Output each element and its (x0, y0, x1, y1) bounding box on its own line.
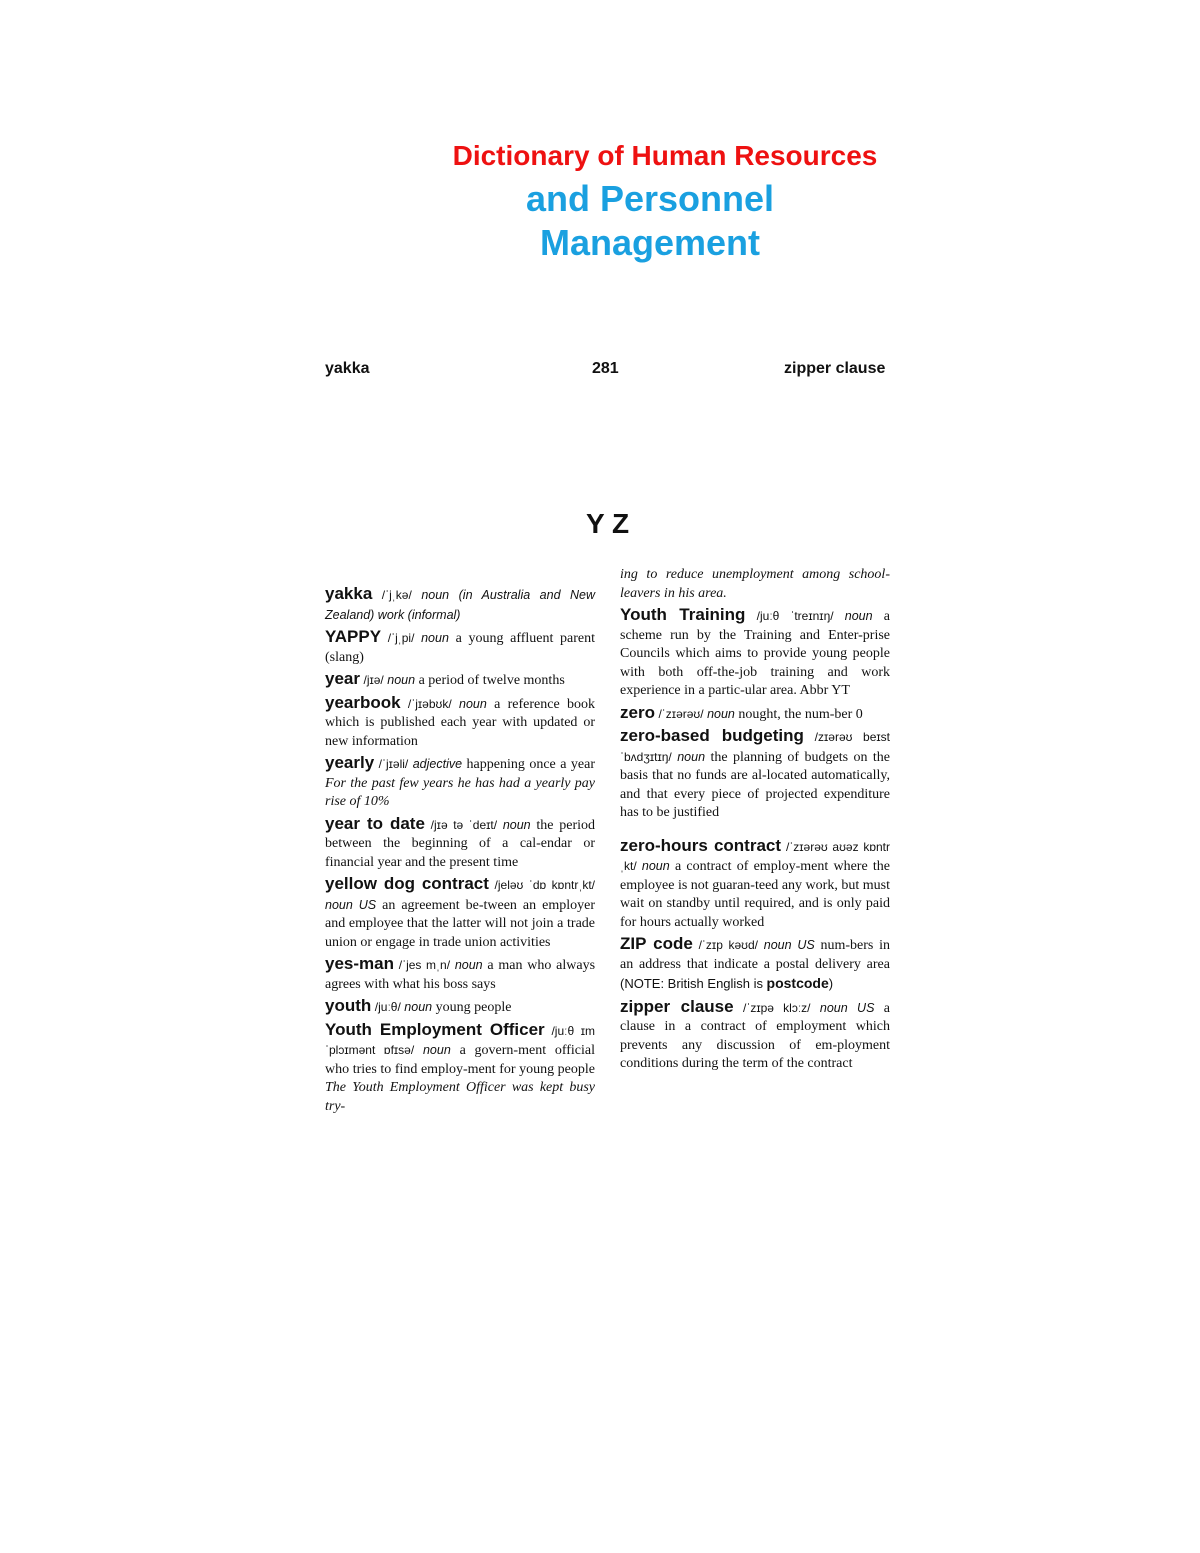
pronunciation: /juːθ ˈtreɪnɪŋ/ (756, 609, 834, 623)
headword: yearbook (325, 692, 401, 712)
example-sentence: The Youth Employment Officer was kept busy try- (325, 1080, 595, 1114)
definition: the period between the beginning of a cal-endar or financial year and the present time (325, 817, 596, 870)
pronunciation: /ˈjˌpi/ (387, 631, 415, 645)
part-of-speech: noun (387, 673, 416, 687)
definition: a scheme run by the Training and Enter-prise Councils which aims to provide young people with both off-the-job training and work experience in a partic-ular area. Abbr YT (620, 609, 891, 698)
part-of-speech: noun (502, 817, 531, 832)
entry-zip-code (620, 935, 890, 995)
definition: a govern-ment official who tries to find employ-ment for young people (325, 1043, 596, 1077)
headword: zero (620, 702, 655, 722)
entry-year (325, 670, 595, 691)
headword: zero-hours contract (620, 835, 782, 855)
definition: a period of twelve months (418, 673, 565, 688)
page-number: 281 (592, 360, 619, 377)
pronunciation: /juːθ ɪmˈplɔɪmənt ɒfɪsə/ (325, 1023, 595, 1057)
pronunciation: /ˈjɪəbʊk/ (407, 696, 452, 711)
headword: year to date (325, 813, 425, 833)
part-of-speech: noun (454, 958, 483, 972)
definition: young people (435, 1000, 512, 1015)
book-title-line-1: Dictionary of Human Resources (452, 140, 878, 171)
section-letter: Y Z (586, 508, 630, 539)
pronunciation: /ˈjes mˌn/ (398, 958, 451, 972)
entry-yakka (325, 585, 595, 625)
running-head-first-entry: yakka (325, 360, 370, 377)
part-of-speech: noun (707, 706, 735, 721)
pronunciation: /juːθ/ (374, 1000, 401, 1014)
part-of-speech: noun (844, 609, 873, 623)
pronunciation: /jɪə tə ˈdeɪt/ (430, 817, 498, 832)
left-column (325, 585, 595, 1119)
entry-zero-based-budgeting (620, 727, 890, 823)
entry-zipper-clause (620, 998, 890, 1074)
right-column (620, 566, 890, 1077)
definition: a clause in a contract of employment which prevents any discussion of em-ployment conditions during the term of the contract (620, 1000, 891, 1071)
part-of-speech: adjective (412, 757, 463, 771)
part-of-speech: noun US (819, 1000, 875, 1015)
headword: year (325, 669, 360, 688)
headword: Youth Employment Officer (325, 1019, 545, 1039)
pronunciation: /ˈzɪərəʊ aʊəz kɒntrˌkt/ (620, 839, 891, 873)
definition: nought, the num-ber 0 (738, 706, 863, 722)
definition: num-bers in an address that indicate a postal delivery area (620, 938, 891, 972)
definition: the planning of budgets on the basis that no funds are al-located automatically, and that every piece of projected expenditure has to be justified (620, 749, 891, 820)
part-of-speech: noun (641, 859, 670, 873)
entry-youth-training (620, 606, 890, 701)
headword: yellow dog contract (325, 874, 489, 893)
headword: zero-based budgeting (620, 726, 804, 745)
running-head-last-entry: zipper clause (784, 360, 886, 377)
part-of-speech: noun US (325, 897, 377, 912)
usage-note: (NOTE: British English is (620, 976, 764, 991)
entry-yes-man (325, 955, 595, 994)
pronunciation: /ˈjɪəli/ (378, 757, 409, 771)
part-of-speech: noun (459, 696, 487, 711)
pronunciation: /ˈzɪp kəʊd/ (698, 938, 758, 952)
entry-zero-hours-contract (620, 837, 890, 933)
entry-yappy (325, 628, 595, 667)
pronunciation: /jeləʊ ˈdɒ kɒntrˌkt/ (494, 878, 596, 892)
entry-zero (620, 704, 890, 725)
part-of-speech: noun (421, 631, 449, 645)
pronunciation: /ˈzɪərəʊ/ (658, 706, 704, 721)
entry-youth (325, 997, 595, 1018)
usage-note-close: ) (828, 976, 834, 991)
entry-continuation (620, 566, 890, 603)
headword: zipper clause (620, 996, 734, 1016)
definition: (in Australia and New Zealand) work (informal) (325, 588, 596, 622)
entry-yearbook (325, 694, 595, 752)
pronunciation: /ˈjˌkə/ (381, 588, 412, 602)
entry-youth-employment-officer (325, 1021, 595, 1117)
headword: yearly (325, 753, 375, 772)
headword: youth (325, 996, 372, 1015)
continued-example: ing to reduce unemployment among school-leavers in his area. (620, 567, 890, 601)
headword: yakka (325, 584, 373, 603)
headword: yes-man (325, 954, 394, 973)
part-of-speech: noun (421, 588, 450, 602)
headword: YAPPY (325, 627, 382, 646)
part-of-speech: noun (677, 749, 706, 764)
entry-yearly (325, 754, 595, 812)
definition: happening once a year (466, 757, 595, 772)
example-sentence: For the past few years he has had a yearly pay rise of 10% (325, 775, 595, 809)
usage-note-word: postcode (766, 975, 829, 991)
headword: ZIP code (620, 934, 693, 953)
definition: a contract of employ-ment where the employee is not guaran-teed any work, but must wait on standby until required, and is only paid for hours actually worked (620, 859, 891, 930)
part-of-speech: noun (422, 1043, 451, 1057)
definition: an agreement be-tween an employer and employee that the latter will not join a trade union or engage in trade union activities (325, 897, 595, 950)
part-of-speech: noun (404, 1000, 433, 1014)
definition: a man who always agrees with what his boss says (325, 958, 596, 992)
headword: Youth Training (620, 605, 746, 624)
definition: a reference book which is published each year with updated or new information (325, 696, 596, 749)
entry-yellow-dog-contract (325, 875, 595, 952)
definition: a young affluent parent (slang) (325, 631, 596, 665)
book-title-line-3: Management (539, 222, 761, 263)
part-of-speech: noun US (763, 938, 815, 952)
pronunciation: /jɪə/ (363, 673, 384, 687)
pronunciation: /ˈzɪpə klɔːz/ (742, 1000, 811, 1015)
pronunciation: /zɪərəʊ beɪst ˈbʌdʒɪtɪŋ/ (620, 730, 890, 764)
book-title-line-2: and Personnel (525, 178, 775, 219)
entry-year-to-date (325, 815, 595, 873)
